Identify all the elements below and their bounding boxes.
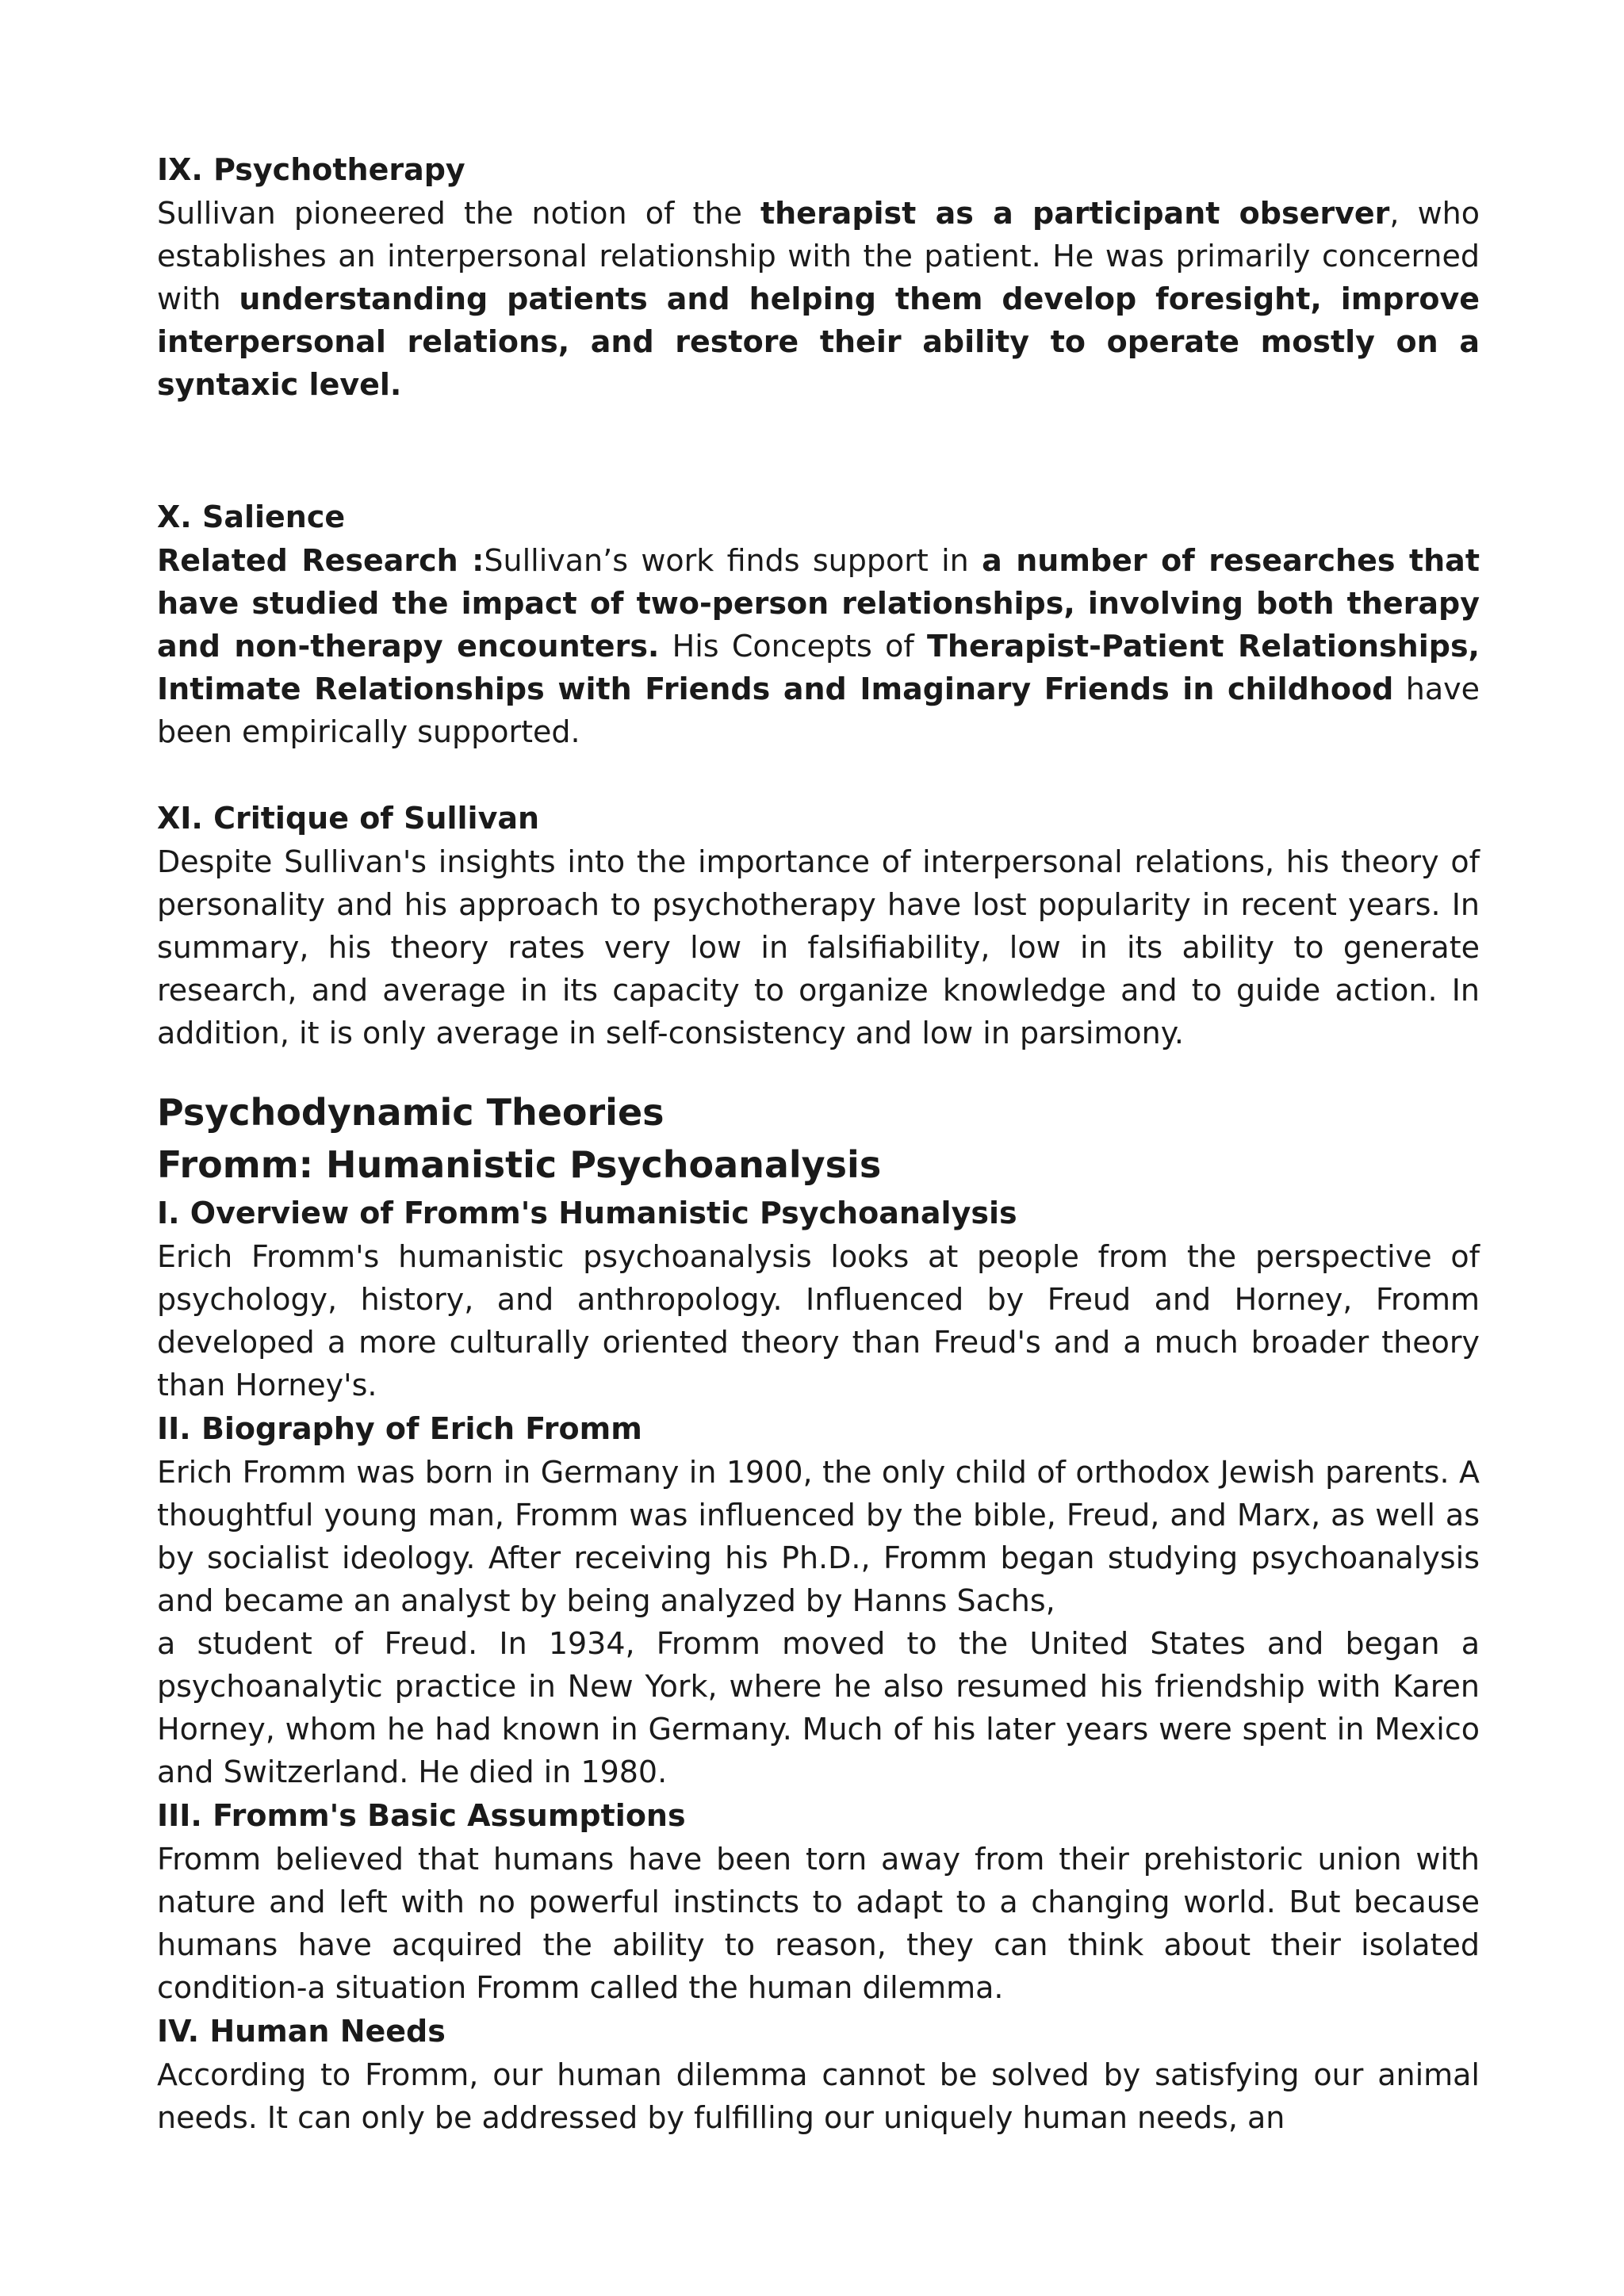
paragraph-critique: Despite Sullivan's insights into the importance of interpersonal relations, his theory of personality and his approach to psychotherapy have lost popularity in recent years. In summary, his theory rates very low in falsifiability, low in its ability to generate research, and average in its capacity to organize knowledge and to guide action. In addition, it is only average in self-consistency and low in parsimony. <box>157 844 1480 1050</box>
section-heading-biography: II. Biography of Erich Fromm <box>157 1411 642 1446</box>
text-run: , who establishes an interpersonal relationship with the patient. He was primarily concerned with <box>157 196 1480 316</box>
section-heading-salience: X. Salience <box>157 499 346 534</box>
section-heading-critique: XI. Critique of Sullivan <box>157 801 540 836</box>
paragraph-overview: Erich Fromm's humanistic psychoanalysis looks at people from the perspective of psychology, history, and anthropology. Influenced by Freud and Horney, Fromm developed a more culturally oriented theory than Freud's and a much broader theory than Horney's. <box>157 1239 1480 1402</box>
text-run: His Concepts of <box>659 629 927 664</box>
text-run: have been empirically supported. <box>157 672 1480 749</box>
bold-run: a number of researches that have studied the impact of two-person relationships, involving both therapy and non-therapy encounters. <box>157 543 1480 664</box>
part-heading: Psychodynamic Theories <box>157 1091 665 1134</box>
bold-run: understanding patients and helping them develop foresight, improve interpersonal relations, and restore their ability to operate mostly on a syntaxic level. <box>157 281 1480 402</box>
document-page <box>157 147 1480 2139</box>
paragraph-biography-1: Erich Fromm was born in Germany in 1900, the only child of orthodox Jewish parents. A thoughtful young man, Fromm was influenced by the bible, Freud, and Marx, as well as by socialist ideology. After receiving his Ph.D., Fromm began studying psychoanalysis and became an analyst by being analyzed by Hanns Sachs, <box>157 1455 1480 1618</box>
text-run: Sullivan’s work finds support in <box>484 543 982 578</box>
bold-run: Therapist-Patient Relationships, Intimate Relationships with Friends and Imaginary Friends in childhood <box>157 629 1480 706</box>
chapter-heading: Fromm: Humanistic Psychoanalysis <box>157 1143 882 1186</box>
section-heading-overview: I. Overview of Fromm's Humanistic Psychoanalysis <box>157 1196 1017 1230</box>
paragraph-biography-2: a student of Freud. In 1934, Fromm moved to the United States and began a psychoanalytic practice in New York, where he also resumed his friendship with Karen Horney, whom he had known in Germany. Much of his later years were spent in Mexico and Switzerland. He died in 1980. <box>157 1626 1480 1789</box>
bold-run: Related Research : <box>157 543 485 578</box>
bold-run: therapist as a participant observer <box>760 196 1390 231</box>
paragraph-human-needs: According to Fromm, our human dilemma cannot be solved by satisfying our animal needs. It can only be addressed by fulfilling our uniquely human needs, an <box>157 2057 1480 2135</box>
paragraph-salience <box>157 539 1480 753</box>
paragraph-assumptions: Fromm believed that humans have been torn away from their prehistoric union with nature and left with no powerful instincts to adapt to a changing world. But because humans have acquired the ability to reason, they can think about their isolated condition-a situation Fromm called the human dilemma. <box>157 1842 1480 2005</box>
section-heading-assumptions: III. Fromm's Basic Assumptions <box>157 1798 686 1833</box>
section-heading-human-needs: IV. Human Needs <box>157 2014 446 2049</box>
text-run: Sullivan pioneered the notion of the <box>157 196 760 231</box>
paragraph-psychotherapy <box>157 192 1480 406</box>
section-heading-psychotherapy: IX. Psychotherapy <box>157 152 465 187</box>
